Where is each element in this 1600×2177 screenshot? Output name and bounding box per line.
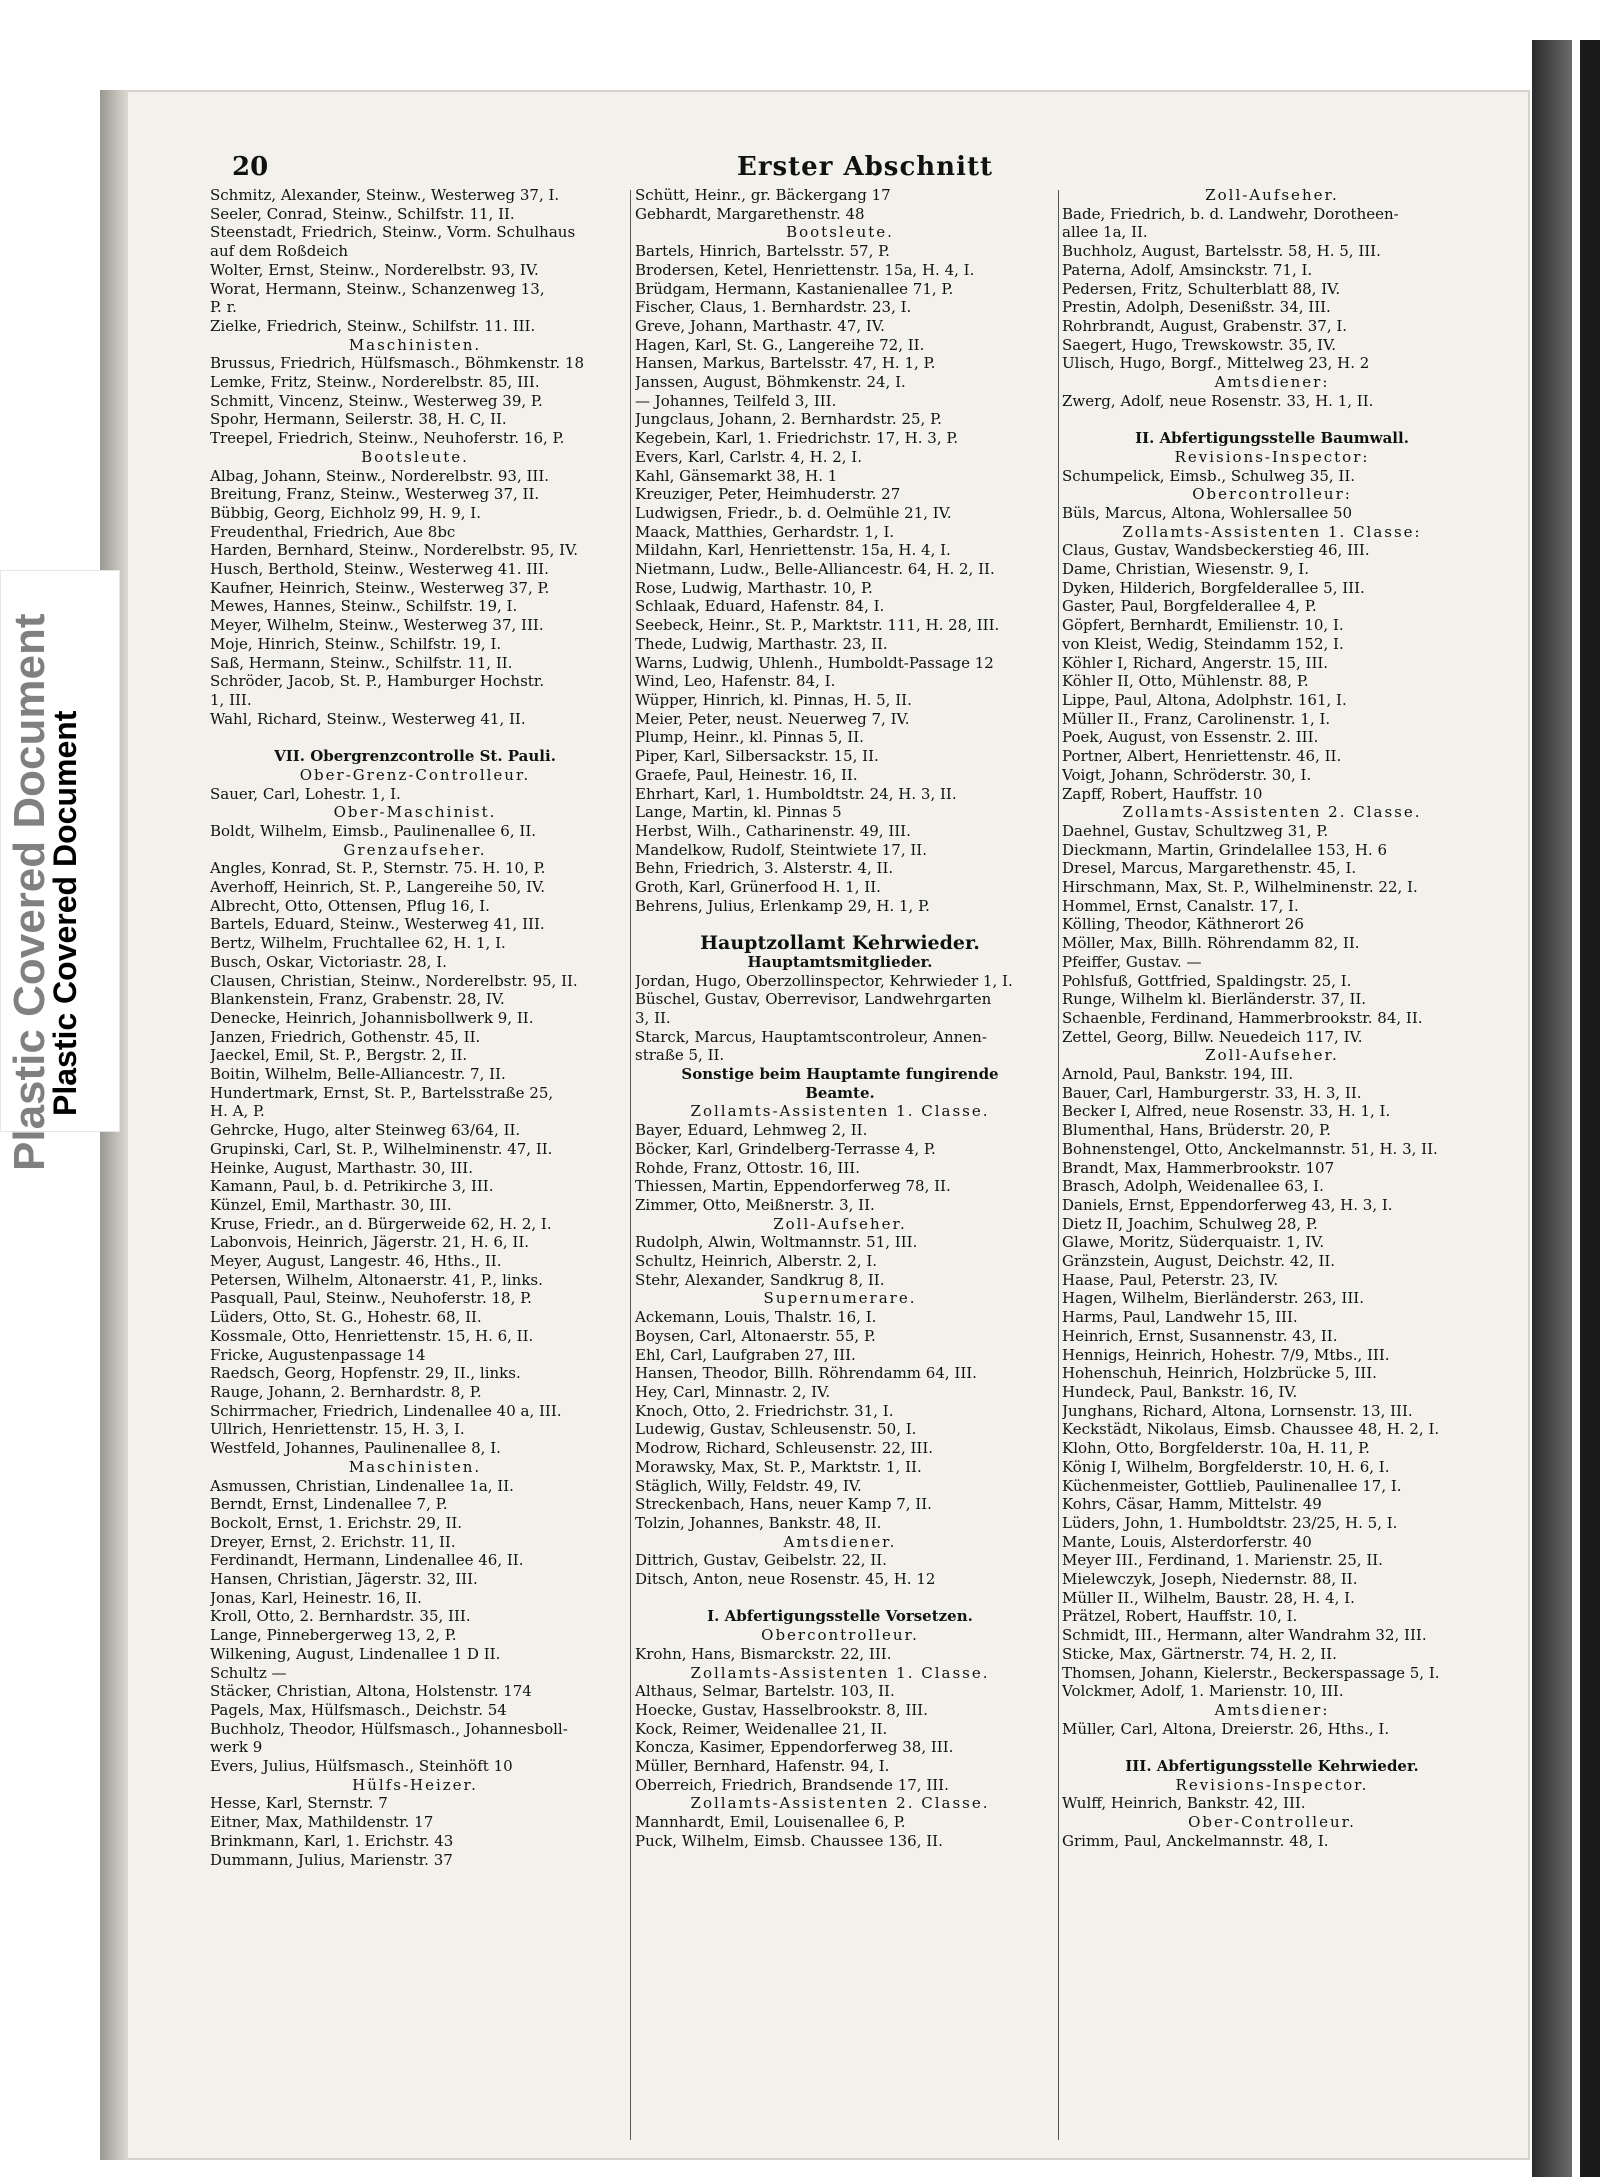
directory-entry: Rose, Ludwig, Marthastr. 10, P. [635, 578, 873, 597]
directory-entry: Modrow, Richard, Schleusenstr. 22, III. [635, 1439, 934, 1458]
directory-entry: Kegebein, Karl, 1. Friedrichstr. 17, H. 3, P. [635, 429, 959, 448]
directory-entry: Thede, Ludwig, Marthastr. 23, II. [635, 634, 888, 653]
directory-entry: König I, Wilhelm, Borgfelderstr. 10, H. 6, I. [1062, 1457, 1390, 1476]
directory-entry: Hirschmann, Max, St. P., Wilhelminenstr. 22, I. [1062, 878, 1418, 897]
directory-entry: Rudolph, Alwin, Woltmannstr. 51, III. [635, 1233, 918, 1252]
directory-entry: Mewes, Hannes, Steinw., Schilfstr. 19, I. [210, 597, 518, 616]
subsection-heading: Obercontrolleur: [1192, 485, 1352, 504]
directory-entry: Kossmale, Otto, Henriettenstr. 15, H. 6, II. [210, 1326, 534, 1345]
directory-entry: Dreyer, Ernst, 2. Erichstr. 11, II. [210, 1532, 456, 1551]
column-divider [630, 190, 631, 2140]
directory-entry: Boldt, Wilhelm, Eimsb., Paulinenallee 6, II. [210, 821, 537, 840]
directory-entry: Hundeck, Paul, Bankstr. 16, IV. [1062, 1383, 1298, 1401]
section-heading: Hauptzollamt Kehrwieder. [700, 934, 980, 953]
directory-entry: Daniels, Ernst, Eppendorferweg 43, H. 3, I. [1062, 1195, 1393, 1214]
directory-entry: Albag, Johann, Steinw., Norderelbstr. 93, III. [210, 466, 550, 485]
directory-entry: Hennigs, Heinrich, Hohestr. 7/9, Mtbs., III. [1062, 1345, 1390, 1364]
directory-entry: Becker I, Alfred, neue Rosenstr. 33, H. 1, I. [1062, 1102, 1391, 1121]
directory-entry: Brüdgam, Hermann, Kastanienallee 71, P. [635, 279, 954, 298]
directory-entry: Hagen, Wilhelm, Bierländerstr. 263, III. [1062, 1289, 1364, 1308]
directory-entry: Schlaak, Eduard, Hafenstr. 84, I. [635, 597, 885, 616]
subsection-heading: Ober-Grenz-Controlleur. [299, 765, 531, 784]
sticker-text: Plastic Covered Document [47, 710, 83, 1116]
directory-entry: Dyken, Hilderich, Borgfelderallee 5, III. [1062, 578, 1365, 597]
directory-entry: Hansen, Theodor, Billh. Röhrendamm 64, III. [635, 1364, 977, 1383]
directory-entry: Spohr, Hermann, Seilerstr. 38, H. C, II. [210, 410, 507, 429]
directory-entry: werk 9 [210, 1738, 263, 1757]
directory-entry: Stäcker, Christian, Altona, Holstenstr. 174 [210, 1682, 532, 1701]
subsection-heading: Bootsleute. [786, 223, 894, 242]
directory-entry: Müller II., Wilhelm, Baustr. 28, H. 4, I. [1062, 1588, 1355, 1607]
directory-entry: Mandelkow, Rudolf, Steintwiete 17, II. [635, 840, 927, 859]
directory-entry: Buchholz, Theodor, Hülfsmasch., Johannesboll- [210, 1719, 568, 1738]
directory-entry: Bartels, Hinrich, Bartelsstr. 57, P. [635, 242, 890, 261]
subsection-heading: Zoll-Aufseher. [773, 1214, 907, 1233]
directory-entry: Petersen, Wilhelm, Altonaerstr. 41, P., links. [210, 1270, 543, 1289]
section-heading: Sonstige beim Hauptamte fungirende [681, 1065, 999, 1084]
directory-entry: Plump, Heinr., kl. Pinnas 5, II. [635, 728, 864, 747]
subsection-heading: Obercontrolleur. [761, 1626, 919, 1645]
directory-entry: Evers, Karl, Carlstr. 4, H. 2, I. [635, 447, 862, 466]
directory-entry: Klohn, Otto, Borgfelderstr. 10a, H. 11, P. [1062, 1439, 1370, 1458]
directory-entry: Wind, Leo, Hafenstr. 84, I. [635, 672, 836, 691]
directory-entry: Brasch, Adolph, Weidenallee 63, I. [1062, 1177, 1324, 1196]
directory-entry: Thomsen, Johann, Kielerstr., Beckerspassage 5, I. [1062, 1663, 1440, 1682]
directory-entry: Köhler II, Otto, Mühlenstr. 88, P. [1062, 672, 1309, 691]
subsection-heading: Ober-Controlleur. [1188, 1813, 1356, 1832]
directory-entry: Gränzstein, August, Deichstr. 42, II. [1062, 1252, 1336, 1271]
directory-entry: Kruse, Friedr., an d. Bürgerweide 62, H. 2, I. [210, 1214, 552, 1233]
directory-entry: Stäglich, Willy, Feldstr. 49, IV. [635, 1476, 862, 1495]
spacer [1062, 410, 1482, 429]
directory-entry: Zettel, Georg, Billw. Neuedeich 117, IV. [1062, 1027, 1363, 1046]
directory-entry: Zwerg, Adolf, neue Rosenstr. 33, H. 1, II. [1062, 391, 1374, 410]
directory-entry: Dummann, Julius, Marienstr. 37 [210, 1850, 453, 1869]
section-heading: III. Abfertigungsstelle Kehrwieder. [1125, 1757, 1419, 1776]
directory-entry: Künzel, Emil, Marthastr. 30, III. [210, 1195, 452, 1214]
directory-entry: Grimm, Paul, Anckelmannstr. 48, I. [1062, 1831, 1329, 1850]
directory-entry: Kaufner, Heinrich, Steinw., Westerweg 37, P. [210, 578, 550, 597]
directory-entry: Rauge, Johann, 2. Bernhardstr. 8, P. [210, 1383, 482, 1401]
directory-entry: von Kleist, Wedig, Steindamm 152, I. [1062, 634, 1344, 653]
directory-entry: Janzen, Friedrich, Gothenstr. 45, II. [210, 1027, 481, 1046]
directory-entry: Lemke, Fritz, Steinw., Norderelbstr. 85, III. [210, 373, 540, 392]
directory-entry: Wolter, Ernst, Steinw., Norderelbstr. 93, IV. [210, 260, 539, 279]
directory-entry: 3, II. [635, 1008, 671, 1027]
directory-entry: Streckenbach, Hans, neuer Kamp 7, II. [635, 1495, 932, 1514]
directory-entry: Heinke, August, Marthastr. 30, III. [210, 1158, 473, 1177]
directory-entry: Knoch, Otto, 2. Friedrichstr. 31, I. [635, 1401, 894, 1420]
directory-entry: Kroll, Otto, 2. Bernhardstr. 35, III. [210, 1607, 471, 1626]
directory-entry: Kohrs, Cäsar, Hamm, Mittelstr. 49 [1062, 1495, 1322, 1514]
directory-entry: Krohn, Hans, Bismarckstr. 22, III. [635, 1644, 892, 1663]
directory-entry: Maack, Matthies, Gerhardstr. 1, I. [635, 522, 895, 541]
directory-entry: Volckmer, Adolf, 1. Marienstr. 10, III. [1062, 1682, 1344, 1701]
subsection-heading: Revisions-Inspector. [1175, 1775, 1369, 1794]
directory-entry: — Johannes, Teilfeld 3, III. [635, 391, 837, 410]
directory-entry: Meyer, August, Langestr. 46, Hths., II. [210, 1252, 502, 1271]
directory-entry: Evers, Julius, Hülfsmasch., Steinhöft 10 [210, 1757, 513, 1776]
directory-entry: Schmidt, III., Hermann, alter Wandrahm 32, III. [1062, 1626, 1427, 1645]
directory-entry: Averhoff, Heinrich, St. P., Langereihe 50, IV. [210, 878, 545, 897]
directory-entry: Rohde, Franz, Ottostr. 16, III. [635, 1158, 860, 1177]
directory-entry: Jordan, Hugo, Oberzollinspector, Kehrwieder 1, I. [635, 971, 1013, 990]
directory-entry: Puck, Wilhelm, Eimsb. Chaussee 136, II. [635, 1831, 943, 1850]
directory-entry: Wüpper, Hinrich, kl. Pinnas, H. 5, II. [635, 690, 912, 709]
subsection-heading: Revisions-Inspector: [1174, 447, 1370, 466]
directory-entry: Ullrich, Henriettenstr. 15, H. 3, I. [210, 1420, 465, 1439]
subsection-heading: Zollamts-Assistenten 2. Classe. [690, 1794, 990, 1813]
directory-entry: Heinrich, Ernst, Susannenstr. 43, II. [1062, 1326, 1338, 1345]
directory-entry: Claus, Gustav, Wandsbeckerstieg 46, III. [1062, 541, 1370, 560]
directory-entry: Angles, Konrad, St. P., Sternstr. 75. H. 10, P. [210, 859, 546, 878]
directory-entry: Bade, Friedrich, b. d. Landwehr, Dorotheen- [1062, 204, 1399, 223]
directory-entry: Voigt, Johann, Schröderstr. 30, I. [1062, 765, 1312, 784]
directory-entry: Haase, Paul, Peterstr. 23, IV. [1062, 1270, 1279, 1289]
directory-entry: Wulff, Heinrich, Bankstr. 42, III. [1062, 1794, 1306, 1813]
directory-entry: Lüders, Otto, St. G., Hohestr. 68, II. [210, 1308, 482, 1327]
subsection-heading: Grenzaufseher. [343, 840, 487, 859]
directory-entry: Seeler, Conrad, Steinw., Schilfstr. 11, II. [210, 204, 515, 223]
directory-entry: Schultz, Heinrich, Alberstr. 2, I. [635, 1252, 878, 1271]
directory-entry: Steenstadt, Friedrich, Steinw., Vorm. Schulhaus [210, 223, 576, 242]
directory-entry: Prestin, Adolph, Desenißstr. 34, III. [1062, 298, 1331, 317]
directory-entry: Hansen, Markus, Bartelsstr. 47, H. 1, P. [635, 354, 936, 373]
directory-entry: Hoecke, Gustav, Hasselbrookstr. 8, III. [635, 1700, 928, 1719]
directory-entry: Sticke, Max, Gärtnerstr. 74, H. 2, II. [1062, 1644, 1337, 1663]
directory-entry: Zapff, Robert, Hauffstr. 10 [1062, 784, 1263, 803]
directory-entry: Thiessen, Martin, Eppendorferweg 78, II. [635, 1177, 951, 1196]
directory-entry: Behn, Friedrich, 3. Alsterstr. 4, II. [635, 859, 894, 878]
directory-entry: Freudenthal, Friedrich, Aue 8bc [210, 522, 456, 541]
directory-entry: Küchenmeister, Gottlieb, Paulinenallee 17, I. [1062, 1476, 1402, 1495]
directory-entry: Oberreich, Friedrich, Brandsende 17, III. [635, 1775, 949, 1794]
directory-entry: Meyer, Wilhelm, Steinw., Westerweg 37, III. [210, 616, 544, 635]
directory-entry: Denecke, Heinrich, Johannisbollwerk 9, II. [210, 1008, 534, 1027]
directory-entry: Brodersen, Ketel, Henriettenstr. 15a, H. 4, I. [635, 260, 975, 279]
directory-entry: Bauer, Carl, Hamburgerstr. 33, H. 3, II. [1062, 1083, 1362, 1102]
directory-entry: Wilkening, August, Lindenallee 1 D II. [210, 1644, 501, 1663]
directory-entry: Jonas, Karl, Heinestr. 16, II. [210, 1588, 422, 1607]
directory-entry: Fricke, Augustenpassage 14 [210, 1345, 426, 1364]
directory-entry: Pedersen, Fritz, Schulterblatt 88, IV. [1062, 279, 1341, 298]
directory-entry: Köhler I, Richard, Angerstr. 15, III. [1062, 653, 1329, 672]
directory-entry: Sauer, Carl, Lohestr. 1, I. [210, 784, 401, 803]
directory-entry: Schultz — [210, 1663, 287, 1682]
directory-entry: Gebhardt, Margarethenstr. 48 [635, 204, 865, 223]
directory-entry: Jungclaus, Johann, 2. Bernhardstr. 25, P. [635, 410, 942, 429]
directory-entry: Koncza, Kasimer, Eppendorferweg 38, III. [635, 1738, 954, 1757]
directory-entry: Portner, Albert, Henriettenstr. 46, II. [1062, 747, 1342, 766]
spacer [635, 1589, 1045, 1608]
column-divider [1058, 190, 1059, 2140]
directory-entry: Berndt, Ernst, Lindenallee 7, P. [210, 1495, 448, 1514]
directory-entry: straße 5, II. [635, 1046, 725, 1065]
directory-entry: Fischer, Claus, 1. Bernhardstr. 23, I. [635, 298, 912, 317]
directory-entry: Seebeck, Heinr., St. P., Marktstr. 111, H. 28, III. [635, 616, 1000, 635]
subsection-heading: Hülfs-Heizer. [352, 1775, 478, 1794]
scanner-edge-dark [1580, 40, 1600, 2177]
directory-entry: Dresel, Marcus, Margarethenstr. 45, I. [1062, 859, 1357, 878]
directory-entry: Lüders, John, 1. Humboldtstr. 23/25, H. 5, I. [1062, 1513, 1398, 1532]
directory-entry: Buchholz, August, Bartelsstr. 58, H. 5, III. [1062, 242, 1381, 261]
directory-entry: Gaster, Paul, Borgfelderallee 4, P. [1062, 597, 1317, 616]
directory-entry: Lippe, Paul, Altona, Adolphstr. 161, I. [1062, 690, 1347, 709]
subsection-heading: Zollamts-Assistenten 2. Classe. [1122, 803, 1422, 822]
directory-entry: Dame, Christian, Wiesenstr. 9, I. [1062, 560, 1309, 579]
directory-entry: Schröder, Jacob, St. P., Hamburger Hochstr. [210, 672, 545, 691]
directory-entry: Blankenstein, Franz, Grabenstr. 28, IV. [210, 990, 505, 1009]
page-number: 20 [232, 152, 269, 182]
directory-entry: Dieckmann, Martin, Grindelallee 153, H. 6 [1062, 840, 1387, 859]
directory-entry: Böcker, Karl, Grindelberg-Terrasse 4, P. [635, 1139, 936, 1158]
directory-entry: Arnold, Paul, Bankstr. 194, III. [1062, 1065, 1294, 1084]
directory-entry: Starck, Marcus, Hauptamtscontroleur, Annen- [635, 1027, 987, 1046]
directory-entry: Morawsky, Max, St. P., Marktstr. 1, II. [635, 1457, 922, 1476]
directory-entry: Ulisch, Hugo, Borgf., Mittelweg 23, H. 2 [1062, 354, 1370, 373]
directory-entry: Ludwigsen, Friedr., b. d. Oelmühle 21, IV. [635, 503, 952, 522]
directory-entry: Herbst, Wilh., Catharinenstr. 49, III. [635, 821, 911, 840]
directory-entry: Kahl, Gänsemarkt 38, H. 1 [635, 466, 838, 485]
directory-entry: Müller, Bernhard, Hafenstr. 94, I. [635, 1757, 890, 1776]
directory-entry: Pasquall, Paul, Steinw., Neuhoferstr. 18, P. [210, 1289, 532, 1308]
directory-entry: Husch, Berthold, Steinw., Westerweg 41. III. [210, 560, 549, 579]
directory-entry: Raedsch, Georg, Hopfenstr. 29, II., links. [210, 1364, 521, 1383]
directory-entry: allee 1a, II. [1062, 223, 1148, 242]
directory-entry: Dittrich, Gustav, Geibelstr. 22, II. [635, 1551, 887, 1570]
directory-entry: Hagen, Karl, St. G., Langereihe 72, II. [635, 335, 925, 354]
directory-entry: Lange, Martin, kl. Pinnas 5 [635, 803, 842, 822]
directory-entry: Ludewig, Gustav, Schleusenstr. 50, I. [635, 1420, 917, 1439]
subsection-heading: Bootsleute. [361, 447, 469, 466]
directory-entry: Labonvois, Heinrich, Jägerstr. 21, H. 6, II. [210, 1233, 530, 1252]
directory-entry: Kamann, Paul, b. d. Petrikirche 3, III. [210, 1177, 494, 1196]
spacer [1062, 1738, 1482, 1757]
directory-entry: Tolzin, Johannes, Bankstr. 48, II. [635, 1513, 882, 1532]
directory-entry: Hundertmark, Ernst, St. P., Bartelsstraße 25, [210, 1083, 554, 1102]
directory-entry: Asmussen, Christian, Lindenallee 1a, II. [210, 1476, 514, 1495]
directory-entry: Bockolt, Ernst, 1. Erichstr. 29, II. [210, 1513, 463, 1532]
directory-entry: H. A, P. [210, 1102, 265, 1121]
directory-entry: Meyer III., Ferdinand, 1. Marienstr. 25, II. [1062, 1551, 1383, 1570]
directory-entry: Hesse, Karl, Sternstr. 7 [210, 1794, 388, 1813]
directory-entry: Brussus, Friedrich, Hülfsmasch., Böhmkenstr. 18 [210, 354, 585, 373]
plastic-covered-sticker [0, 570, 120, 1171]
directory-entry: Poek, August, von Essenstr. 2. III. [1062, 728, 1319, 747]
directory-entry: Meier, Peter, neust. Neuerweg 7, IV. [635, 709, 910, 728]
directory-entry: Stehr, Alexander, Sandkrug 8, II. [635, 1270, 885, 1289]
subsection-heading: Zoll-Aufseher. [1205, 186, 1339, 204]
directory-entry: Eitner, Max, Mathildenstr. 17 [210, 1813, 434, 1832]
directory-entry: Janssen, August, Böhmkenstr. 24, I. [635, 373, 906, 392]
directory-entry: Schaenble, Ferdinand, Hammerbrookstr. 84, II. [1062, 1008, 1423, 1027]
directory-entry: Pohlsfuß, Gottfried, Spaldingstr. 25, I. [1062, 971, 1352, 990]
directory-entry: Clausen, Christian, Steinw., Norderelbstr. 95, II. [210, 971, 578, 990]
subsection-heading: Amtsdiener: [1214, 1700, 1330, 1719]
subsection-heading: Maschinisten. [348, 1457, 482, 1476]
directory-entry: Warns, Ludwig, Uhlenh., Humboldt-Passage 12 [635, 653, 994, 672]
subsection-heading: Zollamts-Assistenten 1. Classe. [690, 1663, 990, 1682]
subsection-heading: Zollamts-Assistenten 1. Classe. [690, 1102, 990, 1121]
directory-entry: Bartels, Eduard, Steinw., Westerweg 41, III. [210, 915, 545, 934]
directory-entry: Blumenthal, Hans, Brüderstr. 20, P. [1062, 1121, 1331, 1140]
directory-entry: Saß, Hermann, Steinw., Schilfstr. 11, II. [210, 653, 513, 672]
directory-entry: 1, III. [210, 690, 252, 709]
directory-entry: Göpfert, Bernhardt, Emilienstr. 10, I. [1062, 616, 1344, 635]
directory-entry: Treepel, Friedrich, Steinw., Neuhoferstr. 16, P. [210, 429, 565, 448]
spacer [635, 915, 1045, 934]
section-heading: I. Abfertigungsstelle Vorsetzen. [707, 1607, 973, 1626]
directory-entry: Zimmer, Otto, Meißnerstr. 3, II. [635, 1195, 875, 1214]
directory-entry: Albrecht, Otto, Ottensen, Pflug 16, I. [210, 896, 490, 915]
directory-entry: Ferdinandt, Hermann, Lindenallee 46, II. [210, 1551, 524, 1570]
directory-entry: Schütt, Heinr., gr. Bäckergang 17 [635, 186, 891, 204]
directory-entry: Nietmann, Ludw., Belle-Alliancestr. 64, H. 2, II. [635, 560, 995, 579]
column-3 [1062, 186, 1482, 1851]
directory-entry: Paterna, Adolf, Amsinckstr. 71, I. [1062, 260, 1313, 279]
sticker-text-faded: Plastic Covered Document [5, 613, 54, 1171]
directory-entry: Mielewczyk, Joseph, Niedernstr. 88, II. [1062, 1570, 1358, 1589]
directory-entry: Gehrcke, Hugo, alter Steinweg 63/64, II. [210, 1121, 521, 1140]
section-heading: II. Abfertigungsstelle Baumwall. [1135, 429, 1409, 448]
directory-entry: Graefe, Paul, Heinestr. 16, II. [635, 765, 858, 784]
directory-entry: Breitung, Franz, Steinw., Westerweg 37, II. [210, 485, 540, 504]
directory-entry: Müller, Carl, Altona, Dreierstr. 26, Hths., I. [1062, 1719, 1390, 1738]
directory-entry: Runge, Wilhelm kl. Bierländerstr. 37, II. [1062, 990, 1367, 1009]
directory-entry: Ehl, Carl, Laufgraben 27, III. [635, 1345, 856, 1364]
directory-entry: Glawe, Moritz, Süderquaistr. 1, IV. [1062, 1233, 1325, 1252]
subsection-heading: Zoll-Aufseher. [1205, 1046, 1339, 1065]
directory-entry: Behrens, Julius, Erlenkamp 29, H. 1, P. [635, 896, 930, 915]
directory-entry: Büls, Marcus, Altona, Wohlersallee 50 [1062, 503, 1353, 522]
section-heading: VII. Obergrenzcontrolle St. Pauli. [274, 747, 556, 766]
directory-entry: Ditsch, Anton, neue Rosenstr. 45, H. 12 [635, 1570, 936, 1589]
directory-entry: Keckstädt, Nikolaus, Eimsb. Chaussee 48, H. 2, I. [1062, 1420, 1440, 1439]
directory-entry: Hommel, Ernst, Canalstr. 17, I. [1062, 896, 1299, 915]
directory-entry: Groth, Karl, Grünerfood H. 1, II. [635, 878, 881, 897]
directory-entry: Brinkmann, Karl, 1. Erichstr. 43 [210, 1831, 454, 1850]
directory-entry: Rohrbrandt, August, Grabenstr. 37, I. [1062, 316, 1348, 335]
directory-entry: Pfeiffer, Gustav. — [1062, 952, 1202, 971]
directory-entry: auf dem Roßdeich [210, 242, 349, 261]
section-heading: Beamte. [805, 1083, 875, 1102]
directory-entry: Kölling, Theodor, Käthnerort 26 [1062, 915, 1304, 934]
directory-entry: Piper, Karl, Silbersackstr. 15, II. [635, 747, 879, 766]
directory-entry: Brandt, Max, Hammerbrookstr. 107 [1062, 1158, 1335, 1177]
directory-entry: Busch, Oskar, Victoriastr. 28, I. [210, 952, 447, 971]
directory-entry: Möller, Max, Billh. Röhrendamm 82, II. [1062, 934, 1360, 953]
directory-entry: Hansen, Christian, Jägerstr. 32, III. [210, 1570, 478, 1589]
directory-entry: Wahl, Richard, Steinw., Westerweg 41, II. [210, 709, 526, 728]
subsection-heading: Ober-Maschinist. [333, 803, 497, 822]
directory-entry: Hey, Carl, Minnastr. 2, IV. [635, 1383, 831, 1401]
directory-entry: Pagels, Max, Hülfsmasch., Deichstr. 54 [210, 1700, 507, 1719]
directory-entry: Saegert, Hugo, Trewskowstr. 35, IV. [1062, 335, 1337, 354]
scanner-edge [1532, 40, 1600, 2177]
directory-entry: Schmitz, Alexander, Steinw., Westerweg 37, I. [210, 186, 560, 204]
directory-entry: Mante, Louis, Alsterdorferstr. 40 [1062, 1532, 1312, 1551]
directory-entry: Worat, Hermann, Steinw., Schanzenweg 13, [210, 279, 545, 298]
section-heading: Hauptamtsmitglieder. [747, 952, 933, 971]
directory-entry: Bübbig, Georg, Eichholz 99, H. 9, I. [210, 503, 482, 522]
section-title: Erster Abschnitt [737, 152, 993, 182]
directory-entry: Westfeld, Johannes, Paulinenallee 8, I. [210, 1439, 501, 1458]
directory-entry: Jaeckel, Emil, St. P., Bergstr. 2, II. [210, 1046, 468, 1065]
directory-entry: Bohnenstengel, Otto, Anckelmannstr. 51, H. 3, II. [1062, 1139, 1438, 1158]
subsection-heading: Zollamts-Assistenten 1. Classe: [1122, 522, 1422, 541]
directory-entry: Mannhardt, Emil, Louisenallee 6, P. [635, 1813, 906, 1832]
directory-entry: Moje, Hinrich, Steinw., Schilfstr. 19, I. [210, 634, 502, 653]
directory-entry: Bayer, Eduard, Lehmweg 2, II. [635, 1121, 868, 1140]
directory-entry: Harden, Bernhard, Steinw., Norderelbstr. 95, IV. [210, 541, 579, 560]
directory-entry: Schmitt, Vincenz, Steinw., Westerweg 39, P. [210, 391, 543, 410]
directory-entry: Kreuziger, Peter, Heimhuderstr. 27 [635, 485, 901, 504]
column-1 [210, 186, 620, 1869]
directory-entry: Greve, Johann, Marthastr. 47, IV. [635, 316, 885, 335]
directory-entry: Kock, Reimer, Weidenallee 21, II. [635, 1719, 888, 1738]
directory-entry: Bertz, Wilhelm, Fruchtallee 62, H. 1, I. [210, 934, 506, 953]
directory-entry: Zielke, Friedrich, Steinw., Schilfstr. 11. III. [210, 316, 536, 335]
directory-entry: Mildahn, Karl, Henriettenstr. 15a, H. 4, I. [635, 541, 951, 560]
directory-entry: Ehrhart, Karl, 1. Humboldtstr. 24, H. 3, II. [635, 784, 957, 803]
directory-entry: Schirrmacher, Friedrich, Lindenallee 40 a, III. [210, 1401, 562, 1420]
directory-entry: P. r. [210, 298, 237, 317]
subsection-heading: Amtsdiener: [1214, 373, 1330, 392]
subsection-heading: Amtsdiener. [783, 1532, 897, 1551]
directory-entry: Daehnel, Gustav, Schultzweg 31, P. [1062, 821, 1329, 840]
directory-entry: Prätzel, Robert, Hauffstr. 10, I. [1062, 1607, 1298, 1626]
directory-entry: Lange, Pinnebergerweg 13, 2, P. [210, 1626, 457, 1645]
subsection-heading: Supernumerare. [763, 1289, 917, 1308]
directory-entry: Ackemann, Louis, Thalstr. 16, I. [635, 1308, 877, 1327]
directory-entry: Hohenschuh, Heinrich, Holzbrücke 5, III. [1062, 1364, 1377, 1383]
directory-entry: Grupinski, Carl, St. P., Wilhelminenstr. 47, II. [210, 1139, 553, 1158]
column-2 [635, 186, 1045, 1851]
directory-entry: Büschel, Gustav, Oberrevisor, Landwehrgarten [635, 990, 992, 1009]
directory-entry: Boysen, Carl, Altonaerstr. 55, P. [635, 1326, 876, 1345]
spacer [210, 728, 620, 747]
directory-entry: Schumpelick, Eimsb., Schulweg 35, II. [1062, 466, 1356, 485]
directory-entry: Müller II., Franz, Carolinenstr. 1, I. [1062, 709, 1331, 728]
directory-entry: Althaus, Selmar, Bartelstr. 103, II. [635, 1682, 895, 1701]
directory-entry: Harms, Paul, Landwehr 15, III. [1062, 1308, 1298, 1327]
directory-entry: Dietz II, Joachim, Schulweg 28, P. [1062, 1214, 1318, 1233]
subsection-heading: Maschinisten. [348, 335, 482, 354]
directory-entry: Junghans, Richard, Altona, Lornsenstr. 13, III. [1062, 1401, 1413, 1420]
directory-entry: Boitin, Wilhelm, Belle-Alliancestr. 7, II. [210, 1065, 506, 1084]
